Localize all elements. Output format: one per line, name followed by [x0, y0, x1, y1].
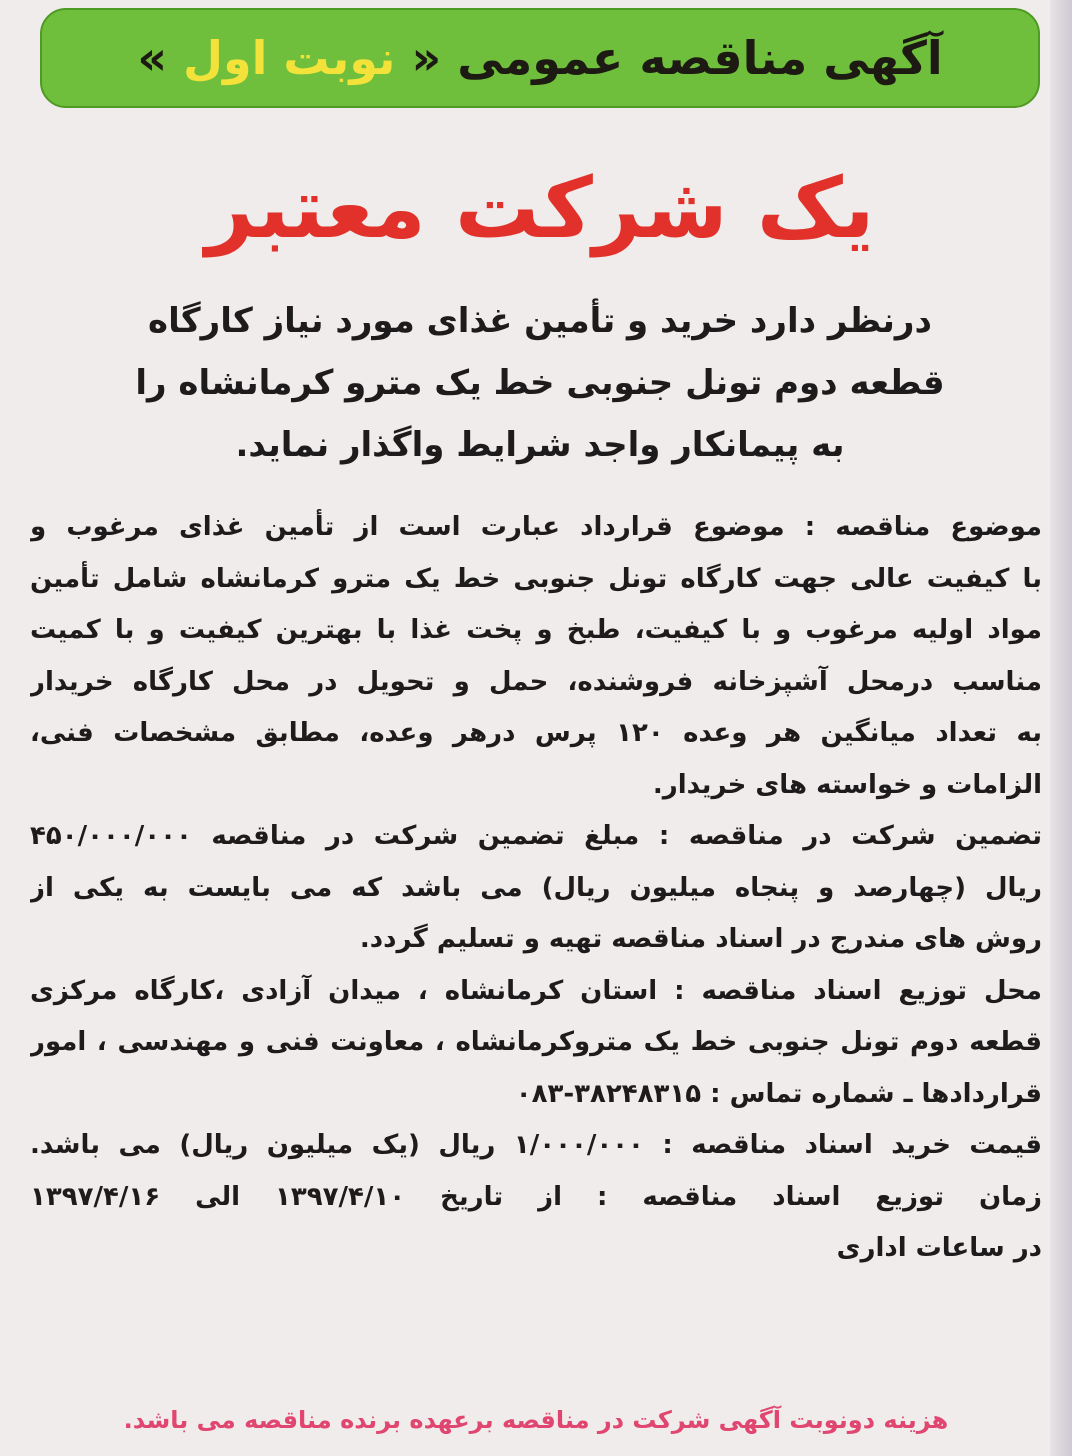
intro-block: [90, 290, 990, 476]
body-line: محل توزیع اسناد مناقصه : استان کرمانشاه ، میدان آزادی ،کارگاه مرکزی: [30, 975, 1042, 1006]
body-line: ریال (چهارصد و پنجاه میلیون ریال) می باشد که می بایست به یکی از: [30, 872, 1042, 903]
intro-line: به پیمانکار واجد شرایط واگذار نماید.: [235, 425, 845, 465]
body-line: قراردادها ـ شماره تماس : ۳۸۲۴۸۳۱۵-۰۸۳: [515, 1078, 1042, 1109]
tender-details: [30, 502, 1042, 1275]
body-line: مناسب درمحل آشپزخانه فروشنده، حمل و تحویل در محل کارگاه خریدار: [30, 666, 1042, 697]
title-banner: [40, 8, 1040, 108]
body-line: به تعداد میانگین هر وعده ۱۲۰ پرس درهر وعده، مطابق مشخصات فنی،: [30, 718, 1042, 748]
intro-line: درنظر دارد خرید و تأمین غذای مورد نیاز کارگاه: [148, 301, 932, 341]
body-line: در ساعات اداری: [836, 1233, 1042, 1263]
banner-title-accent: نوبت اول: [183, 31, 396, 85]
headline: یک شرکت معتبر: [205, 159, 875, 257]
body-line: تضمین شرکت در مناقصه : مبلغ تضمین شرکت در مناقصه ۴۵۰/۰۰۰/۰۰۰: [30, 821, 1042, 851]
body-line: قیمت خرید اسناد مناقصه : ۱/۰۰۰/۰۰۰ ریال (یک میلیون ریال) می باشد.: [30, 1130, 1042, 1160]
banner-title: [137, 31, 942, 85]
body-line: زمان توزیع اسناد مناقصه : از تاریخ ۱۳۹۷/۴/۱۰ الی ۱۳۹۷/۴/۱۶: [30, 1181, 1042, 1212]
body-line: الزامات و خواسته های خریدار.: [652, 769, 1042, 800]
body-line: مواد اولیه مرغوب و با کیفیت، طبخ و پخت غذا با بهترین کیفیت و با کمیت: [30, 615, 1042, 645]
banner-title-suffix: »: [137, 31, 184, 85]
body-line: موضوع مناقصه : موضوع قرارداد عبارت است از تأمین غذای مرغوب و: [30, 512, 1042, 542]
body-line: با کیفیت عالی جهت کارگاه تونل جنوبی خط یک مترو کرمانشاه شامل تأمین: [30, 563, 1042, 594]
body-line: روش های مندرج در اسناد مناقصه تهیه و تسلیم گردد.: [359, 924, 1042, 954]
page-edge-strip: [1050, 0, 1072, 1456]
intro-line: قطعه دوم تونل جنوبی خط یک مترو کرمانشاه را: [135, 363, 945, 403]
body-line: قطعه دوم تونل جنوبی خط یک متروکرمانشاه ، معاونت فنی و مهندسی ، امور: [30, 1027, 1042, 1057]
footer-note: هزینه دونوبت آگهی شرکت در مناقصه برعهده برنده مناقصه می باشد.: [123, 1406, 949, 1434]
banner-title-prefix: آگهی مناقصه عمومی «: [395, 31, 943, 85]
